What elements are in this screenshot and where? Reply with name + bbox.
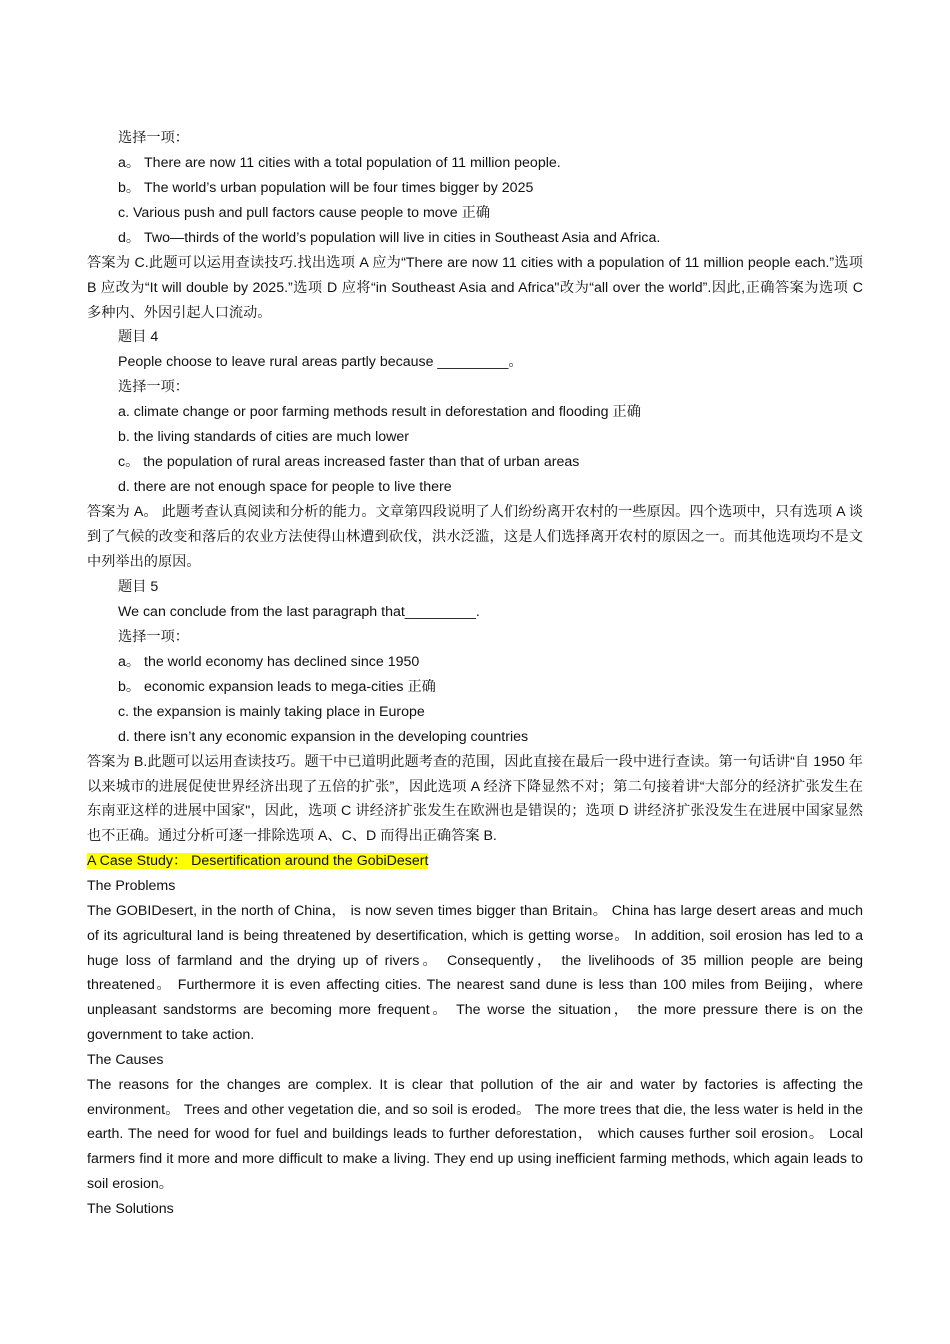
q3-option-a: a。 There are now 11 cities with a total population of 11 million people.	[118, 155, 561, 171]
causes-paragraph: The reasons for the changes are complex. It is clear that pollution of the air and water by factories is affecting the environment。 Trees and other vegetation die, and so soil is eroded。 The more trees that die, the less water is held in the earth. The need for wood for fuel and buildings leads to further deforestation， which causes further soil erosion。 Local farmers find it more and more difficult to make a living. They end up using inefficient farming methods, which again leads to soil erosion。	[87, 1076, 863, 1192]
q4-option-d: d. there are not enough space for people to live there	[118, 479, 452, 496]
correct-mark: 正确	[407, 678, 436, 695]
q3-answer-explanation: 答案为 C.此题可以运用查读技巧.找出选项 A 应为“There are now 11 cities with a population of 11 million people each.”选项 B 应改为“It will double by 2025.”选项 D 应将“in Southeast Asia and Africa"改为“all over the world”.因此,正确答案为选项 C 多种内、外因引起人口流动。	[87, 255, 863, 321]
q5-option-b: b。 economic expansion leads to mega-cities 正确	[118, 678, 436, 695]
correct-mark: 正确	[612, 404, 641, 421]
q4-answer-explanation: 答案为 A。 此题考查认真阅读和分析的能力。文章第四段说明了人们纷纷离开农村的一些原因。四个选项中，只有选项 A 谈到了气候的改变和落后的农业方法使得山林遭到砍伐，洪水泛滥，这是人们选择离开农村的原因之一。而其他选项均不是文中列举出的原因。	[87, 504, 863, 570]
problems-heading: The Problems	[87, 877, 176, 894]
document-page	[87, 126, 863, 1222]
q4-question: People choose to leave rural areas partly because _________。	[118, 354, 523, 371]
q3-prompt: 选择一项：	[118, 130, 189, 146]
q5-option-a: a。 the world economy has declined since 1950	[118, 653, 420, 670]
q3-option-b: b。 The world’s urban population will be four times bigger by 2025	[118, 180, 534, 196]
solutions-heading: The Solutions	[87, 1200, 174, 1217]
q4-option-a: a. climate change or poor farming methods result in deforestation and flooding 正确	[118, 404, 641, 421]
q5-prompt: 选择一项：	[118, 628, 189, 645]
correct-mark: 正确	[461, 205, 491, 221]
q3-option-c: c. Various push and pull factors cause people to move 正确	[118, 205, 491, 221]
q5-option-d: d. there isn’t any economic expansion in the developing countries	[118, 728, 529, 745]
case-study-title: A Case Study： Desertification around the GobiDesert	[87, 852, 429, 869]
q5-title: 题目 5	[118, 578, 159, 595]
q3-option-d: d。 Two—thirds of the world’s population will live in cities in Southeast Asia and Africa.	[118, 230, 661, 246]
problems-paragraph: The GOBIDesert, in the north of China， is now seven times bigger than Britain。 China has large desert areas and much of its agricultural land is being threatened by desertification, which is getting worse。 In addition, soil erosion has led to a huge loss of farmland and the drying up of rivers。 Consequently， the livelihoods of 35 million people are being threatened。 Furthermore it is even affecting cities. The nearest sand dune is less than 100 miles from Beijing，where unpleasant sandstorms are becoming more frequent。 The worse the situation， the more pressure there is on the government to take action.	[87, 902, 863, 1043]
q4-prompt: 选择一项：	[118, 379, 189, 396]
q5-answer-explanation: 答案为 B.此题可以运用查读技巧。题干中已道明此题考查的范围，因此直接在最后一段中进行查读。第一句话讲“自 1950 年以来城市的进展促使世界经济出现了五倍的扩张”，因此选项 A 经济下降显然不对；第二句接着讲“大部分的经济扩张发生在东南亚这样的进展中国家"，因此，选项 C 讲经济扩张发生在欧洲也是错误的；选项 D 讲经济扩张没发生在进展中国家显然也不正确。通过分析可逐一排除选项 A、C、D 而得出正确答案 B.	[87, 753, 863, 845]
q4-title: 题目 4	[118, 329, 159, 346]
q4-option-b: b. the living standards of cities are much lower	[118, 429, 409, 446]
q5-question: We can conclude from the last paragraph that_________.	[118, 603, 480, 620]
causes-heading: The Causes	[87, 1051, 164, 1068]
q4-option-c: c。 the population of rural areas increased faster than that of urban areas	[118, 454, 580, 471]
q5-option-c: c. the expansion is mainly taking place in Europe	[118, 703, 425, 720]
